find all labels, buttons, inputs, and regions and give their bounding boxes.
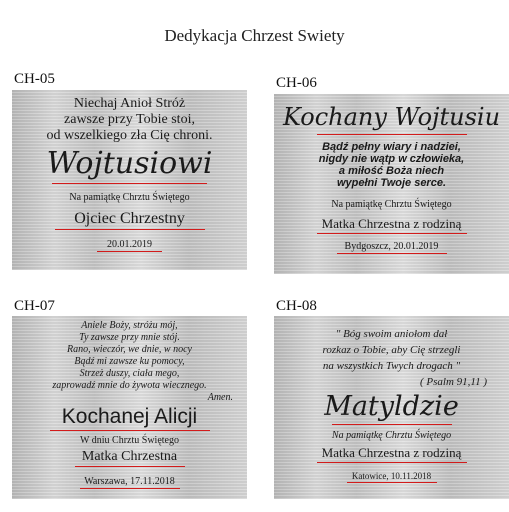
- verse-line-amen: Amen.: [207, 392, 233, 403]
- name-underline: [50, 430, 210, 431]
- verse-line: nigdy nie wątp w człowieka,: [318, 153, 465, 165]
- verse-line: Aniele Boży, stróżu mój,: [81, 320, 178, 331]
- occasion-text: Na pamiątkę Chrztu Świętego: [69, 192, 190, 203]
- verse-line: Ty zawsze przy mnie stój.: [79, 332, 180, 343]
- plaque-ch07: [12, 316, 247, 499]
- recipient-name: Kochany Wojtusiu: [282, 103, 501, 131]
- giver-underline: [317, 462, 467, 463]
- verse-line: na wszystkich Twych drogach ": [322, 360, 461, 372]
- verse-line: " Bóg swoim aniołom dał: [335, 328, 448, 340]
- occasion-text: Na pamiątkę Chrztu Świętego: [331, 199, 452, 210]
- verse-citation: ( Psalm 91,11 ): [419, 376, 487, 388]
- verse-line: a miłość Boża niech: [338, 165, 445, 177]
- verse-line: Niechaj Anioł Stróż: [73, 96, 186, 111]
- date-underline: [347, 482, 437, 483]
- recipient-name: Wojtusiowi: [46, 146, 213, 181]
- verse-line: zawsze przy Tobie stoi,: [64, 112, 195, 127]
- verse-line: zaprowadź mnie do żywota wiecznego.: [52, 380, 207, 391]
- name-underline: [52, 183, 207, 184]
- giver-text: Matka Chrzestna: [81, 449, 178, 464]
- page-title: Dedykacja Chrzest Swiety: [164, 26, 345, 45]
- plaque-ch05: [12, 90, 247, 270]
- place-date-text: Warszawa, 17.11.2018: [84, 476, 175, 487]
- occasion-text: Na pamiątkę Chrztu Świętego: [331, 430, 452, 441]
- verse-line: wypełni Twoje serce.: [336, 177, 447, 189]
- name-underline: [332, 424, 452, 425]
- place-date-text: Bydgoszcz, 20.01.2019: [344, 241, 439, 252]
- recipient-name: Matyldzie: [324, 391, 459, 422]
- name-underline: [317, 134, 467, 135]
- plaque-ch08: [274, 316, 509, 499]
- giver-text: Ojciec Chrzestny: [74, 210, 185, 227]
- giver-underline: [75, 466, 185, 467]
- plaque-ch06: [274, 94, 509, 274]
- product-code-ch07: CH-07: [14, 298, 55, 314]
- place-date-text: 20.01.2019: [107, 239, 152, 250]
- verse-line: Rano, wieczór, we dnie, w nocy: [67, 344, 192, 355]
- date-underline: [337, 253, 447, 254]
- product-code-ch08: CH-08: [276, 298, 317, 314]
- occasion-text: W dniu Chrztu Świętego: [80, 435, 179, 446]
- giver-underline: [317, 233, 467, 234]
- recipient-name: Kochanej Alicji: [61, 405, 198, 428]
- verse-line: Bądź pełny wiary i nadziei,: [322, 141, 461, 153]
- verse-line: Strzeż duszy, ciała mego,: [79, 368, 180, 379]
- product-code-ch05: CH-05: [14, 71, 55, 87]
- verse-line: rozkaz o Tobie, aby Cię strzegli: [322, 344, 461, 356]
- verse-line: Bądź mi zawsze ku pomocy,: [74, 356, 185, 367]
- verse-line: od wszelkiego zła Cię chroni.: [46, 128, 213, 143]
- place-date-text: Katowice, 10.11.2018: [351, 471, 432, 481]
- date-underline: [97, 251, 162, 252]
- date-underline: [80, 488, 180, 489]
- giver-underline: [55, 229, 205, 230]
- giver-text: Matka Chrzestna z rodziną: [321, 445, 462, 460]
- giver-text: Matka Chrzestna z rodziną: [321, 216, 462, 231]
- product-code-ch06: CH-06: [276, 75, 317, 91]
